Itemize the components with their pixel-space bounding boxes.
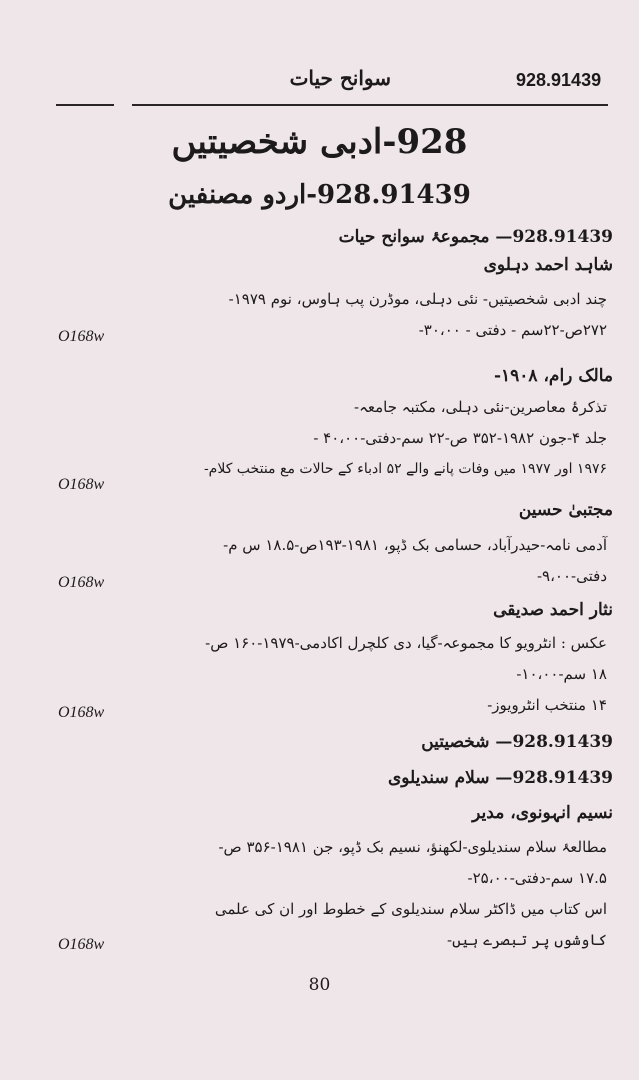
entry-body bbox=[47, 284, 607, 346]
header-rule-short bbox=[56, 104, 114, 106]
section-subtitle: 928.91439-اردو مصنفین bbox=[168, 180, 471, 210]
call-number: O168w bbox=[58, 476, 105, 493]
entry-line: دفتی-۹،۰۰- bbox=[536, 567, 607, 585]
entry-line: ۱۹۷۶ اور ۱۹۷۷ میں وفات پانے والے ۵۲ ادباء کے حالات مع منتخب کلام- bbox=[203, 461, 607, 477]
entry-line: ۲۷۲ص-۲۲سم - دفتی - ۳۰،۰۰- bbox=[418, 321, 607, 339]
entry-line: مطالعۂ سلام سندیلوی-لکھنؤ، نسیم بک ڈپو، جن ۱۹۸۱-۳۵۶ ص- bbox=[218, 838, 607, 856]
section-title: 928-ادبی شخصیتیں bbox=[171, 122, 468, 162]
entry-line: کاوشوں پر تبصرے ہیں- bbox=[447, 931, 607, 949]
entry-line: عکس : انٹرویو کا مجموعہ-گیا، دی کلچرل اکادمی-۱۹۷۹-۱۶۰ ص- bbox=[205, 634, 607, 652]
entry-author: مجتبیٰ حسین bbox=[518, 500, 613, 520]
entry-body bbox=[47, 530, 607, 592]
entry-line: ۱۷.۵ سم-دفتی-۲۵،۰۰- bbox=[467, 869, 607, 887]
entry-body bbox=[47, 832, 607, 956]
class-heading: 928.91439— مجموعۂ سوانح حیات bbox=[338, 227, 613, 247]
header-title: سوانح حیات bbox=[289, 66, 391, 90]
entry-line: آدمی نامہ-حیدرآباد، حسامی بک ڈپو، ۱۹۸۱-۱۹۳ص-۱۸.۵ س م- bbox=[223, 536, 607, 554]
class-heading-3: 928.91439— سلام سندیلوی bbox=[387, 768, 613, 788]
entry-author: نثار احمد صدیقی bbox=[493, 600, 613, 620]
entry-line: چند ادبی شخصیتیں- نئی دہلی، موڈرن پب ہاوس، نوم ۱۹۷۹- bbox=[228, 290, 607, 308]
entry-body bbox=[47, 392, 607, 485]
entry-line: جلد ۴-جون ۱۹۸۲-۳۵۲ ص-۲۲ سم-دفتی-۴۰،۰۰ - bbox=[313, 429, 607, 447]
entry-body bbox=[47, 628, 607, 721]
call-number: O168w bbox=[58, 574, 105, 591]
page-number: 80 bbox=[308, 975, 331, 995]
call-number: O168w bbox=[58, 704, 105, 721]
entry-line: ۱۸ سم-۱۰،۰۰- bbox=[516, 665, 607, 683]
entry-line: ۱۴ منتخب انٹرویوز- bbox=[487, 696, 607, 714]
header-class-number: 928.91439 bbox=[516, 70, 602, 90]
entry-author: نسیم انہونوی، مدیر bbox=[472, 803, 613, 823]
class-heading-2: 928.91439— شخصیتیں bbox=[421, 732, 613, 752]
entry-line: تذکرۂ معاصرین-نئی دہلی، مکتبہ جامعہ- bbox=[354, 398, 607, 416]
entry-author: شاہد احمد دہلوی bbox=[483, 255, 613, 275]
entry-line: اس کتاب میں ڈاکٹر سلام سندیلوی کے خطوط اور ان کی علمی bbox=[214, 900, 607, 918]
call-number: O168w bbox=[58, 328, 105, 345]
entry-author: مالک رام، ۱۹۰۸- bbox=[493, 366, 613, 386]
header-rule bbox=[132, 104, 608, 106]
call-number: O168w bbox=[58, 936, 105, 953]
